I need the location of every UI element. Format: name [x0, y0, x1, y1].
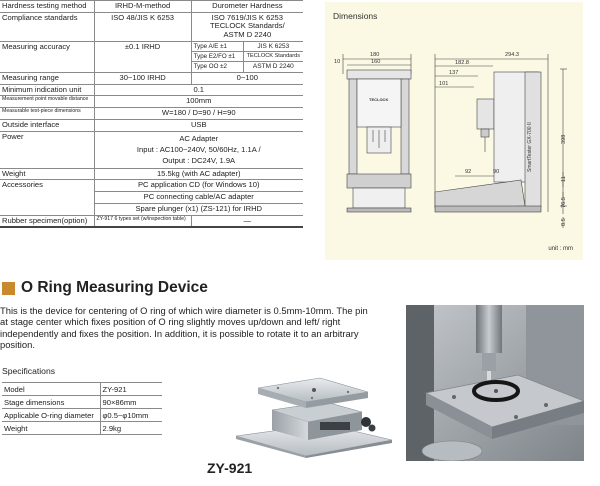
oring-spec-label: Weight — [2, 422, 100, 435]
dim-front-label: 160 — [371, 59, 381, 65]
dimensions-title: Dimensions — [333, 11, 378, 21]
spec-range-col2: 0~100 — [191, 72, 303, 84]
spec-power-line1: AC Adapter — [179, 133, 219, 143]
dim-side-label: 76.5 — [561, 197, 567, 208]
oring-spec-value: φ0.5~φ10mm — [100, 409, 162, 422]
spec-minunit-label: Minimum indication unit — [0, 84, 94, 96]
spec-compliance-col2-line2: TECLOCK Standards/ — [209, 21, 285, 31]
spec-minunit-value: 0.1 — [94, 84, 303, 96]
dim-side-label: 294.3 — [505, 52, 519, 58]
dim-side-label: 8.5 — [561, 218, 567, 226]
spec-compliance-label: Compliance standards — [0, 12, 94, 41]
oring-spec-label: Applicable O-ring diameter — [2, 409, 100, 422]
spec-accessories-label: Accessories — [0, 180, 94, 215]
spec-header-label: Hardness testing method — [0, 1, 94, 13]
dim-side-label: 92 — [465, 169, 472, 175]
dim-side-label: 11 — [561, 176, 567, 182]
spec-interface-label: Outside interface — [0, 119, 94, 131]
spec-header-col2: Durometer Hardness — [191, 1, 303, 13]
oring-spec-row — [2, 409, 162, 422]
oring-spec-table — [2, 382, 162, 435]
spec-compliance-col2-line1: ISO 7619/JIS K 6253 — [211, 12, 283, 22]
spec-accuracy-type: Type A/E ±1 — [191, 41, 243, 51]
device-brand-label: TECLOCK — [369, 97, 389, 102]
spec-accuracy-col1: ±0.1 IRHD — [94, 41, 191, 72]
oring-spec-value: ZY-921 — [100, 383, 162, 396]
spec-weight-label: Weight — [0, 168, 94, 180]
spec-accuracy-std: TECLOCK Standards — [243, 52, 303, 62]
dim-side-label: 137 — [449, 70, 459, 76]
dim-front-label: 10 — [334, 59, 341, 65]
spec-interface-value: USB — [94, 119, 303, 131]
spec-range-label: Measuring range — [0, 72, 94, 84]
dim-side-label: 90 — [493, 169, 500, 175]
oring-specs-title: Specifications — [2, 366, 56, 376]
spec-power-value — [94, 131, 303, 168]
dimensions-drawing — [325, 2, 583, 260]
spec-accessory-item: PC application CD (for Windows 10) — [94, 180, 303, 192]
spec-header-col1: IRHD-M-method — [94, 1, 191, 13]
dim-front-label: 180 — [370, 52, 380, 58]
oring-spec-row — [2, 383, 162, 396]
dim-side-label: 182.8 — [455, 60, 469, 66]
spec-power-line3: Output : DC24V, 1.9A — [162, 156, 236, 166]
spec-movable-label: Measurement point movable distance — [0, 96, 94, 108]
spec-rubber-col1: ZY-917 6 types set (w/inspection table) — [94, 215, 191, 227]
oring-spec-value: 2.9kg — [100, 422, 162, 435]
oring-spec-row — [2, 422, 162, 435]
oring-spec-value: 90×86mm — [100, 396, 162, 409]
device-model-label: SmartTester GX-700 II — [527, 122, 533, 172]
spec-power-line2: Input : AC100~240V, 50/60Hz, 1.1A / — [136, 144, 261, 154]
oring-title: O Ring Measuring Device — [21, 279, 208, 296]
spec-weight-value: 15.5kg (with AC adapter) — [94, 168, 303, 180]
oring-spec-label: Model — [2, 383, 100, 396]
spec-movable-value: 100mm — [94, 96, 303, 108]
oring-description: This is the device for centering of O ring of which wire diameter is 0.5mm-10mm. The pin at stage center which fixes position of O ring slightly moves up/down and left/ right independently and fixes the position. In addition, it is possible to rotate it to an arbitrary position. — [0, 305, 368, 350]
spec-table — [0, 0, 303, 228]
oring-heading — [2, 279, 208, 297]
spec-compliance-col2-line3: ASTM D 2240 — [223, 30, 272, 40]
dimensions-panel — [325, 2, 583, 260]
section-marker-icon — [2, 282, 15, 295]
spec-accessory-item: PC connecting cable/AC adapter — [94, 192, 303, 204]
product-photo-stage — [228, 366, 400, 458]
spec-accessory-item: Spare plunger (x1) (ZS-121) for IRHD — [94, 203, 303, 215]
spec-rubber-label: Rubber specimen(option) — [0, 215, 94, 227]
spec-accuracy-label: Measuring accuracy — [0, 41, 94, 72]
spec-range-col1: 30~100 IRHD — [94, 72, 191, 84]
spec-accuracy-type: Type E2/FO ±1 — [191, 52, 243, 62]
oring-spec-label: Stage dimensions — [2, 396, 100, 409]
spec-power-label: Power — [0, 131, 94, 168]
oring-spec-row — [2, 396, 162, 409]
spec-piecedims-value: W=180 / D=90 / H=90 — [94, 108, 303, 120]
spec-accuracy-type: Type OO ±2 — [191, 62, 243, 72]
product-photo-closeup — [406, 305, 584, 461]
spec-accuracy-std: ASTM D 2240 — [243, 62, 303, 72]
spec-rubber-col2: — — [191, 215, 303, 227]
spec-compliance-col2 — [191, 12, 303, 41]
dim-side-label: 101 — [439, 81, 449, 87]
spec-piecedims-label: Measurable test-piece dimensions — [0, 108, 94, 120]
dimensions-unit: unit : mm — [548, 246, 573, 252]
dim-side-label: 398 — [561, 134, 567, 144]
spec-accuracy-std: JIS K 6253 — [243, 41, 303, 51]
spec-compliance-col1: ISO 48/JIS K 6253 — [94, 12, 191, 41]
product-caption: ZY-921 — [207, 460, 253, 476]
